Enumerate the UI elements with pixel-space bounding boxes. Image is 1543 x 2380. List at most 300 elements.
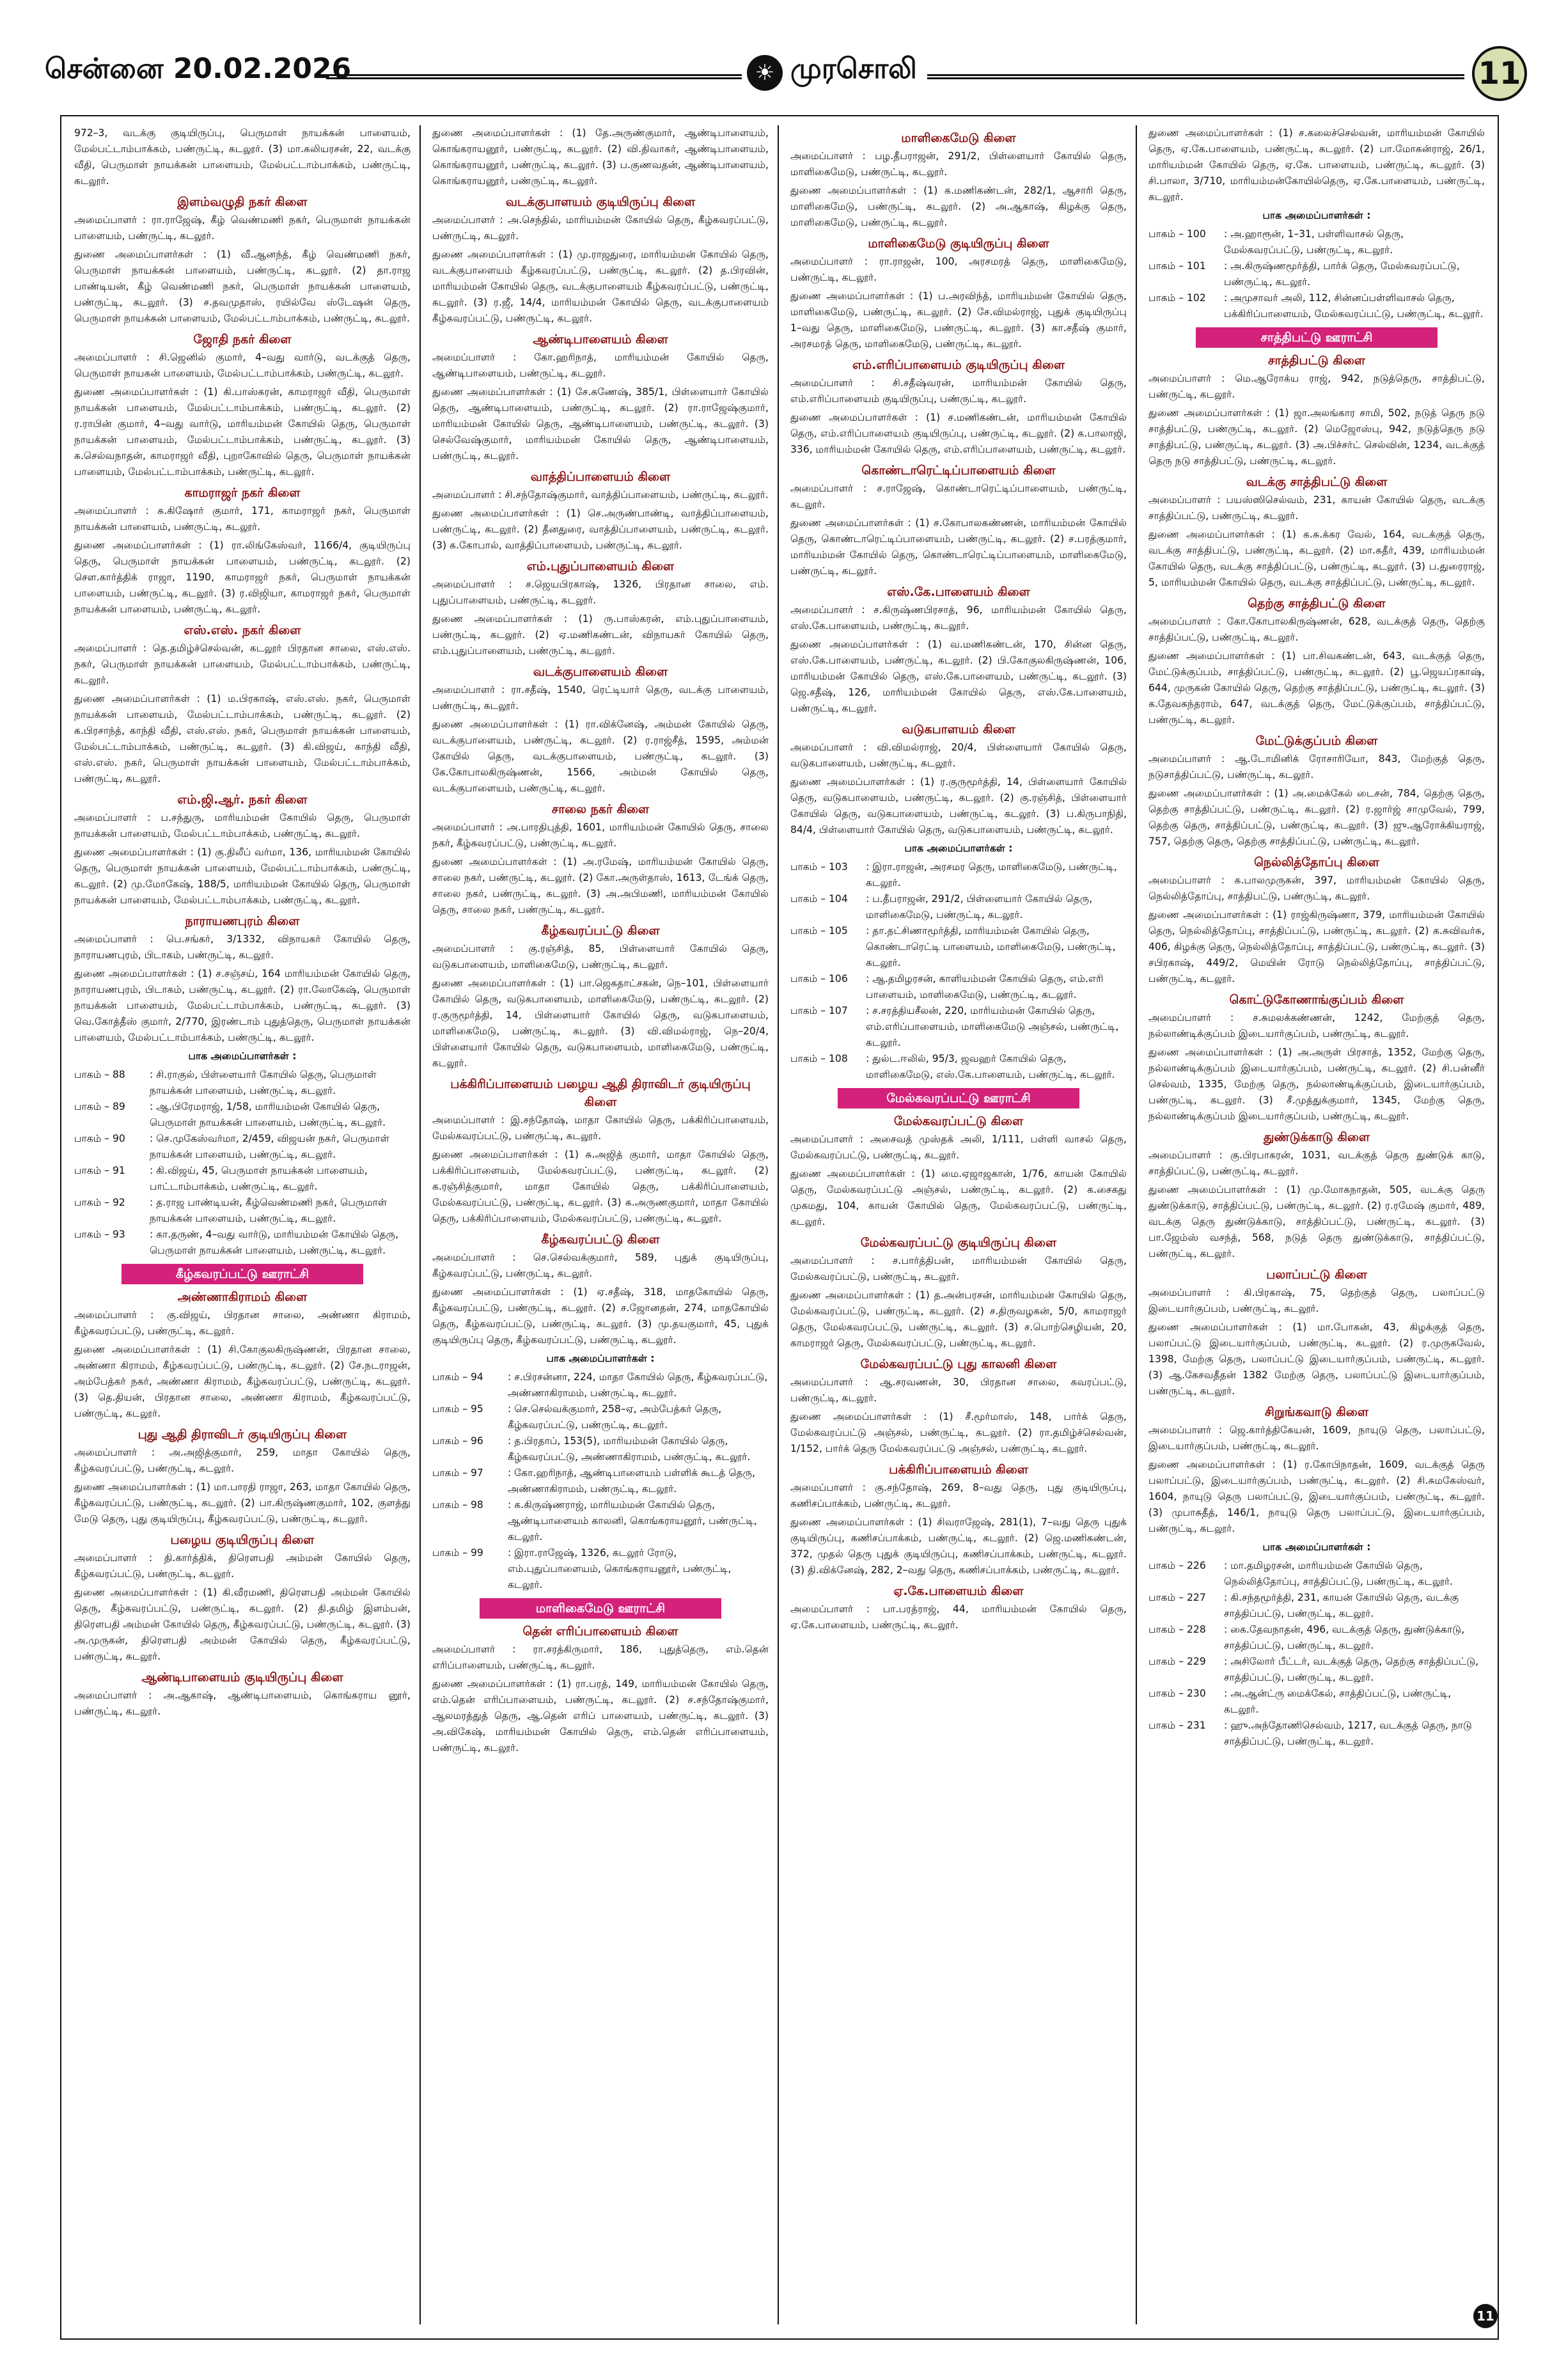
paragraph-block [1148,751,1485,783]
part-number: பாகம் – 104 [790,893,848,905]
part-number: பாகம் – 90 [74,1133,125,1144]
paragraph-block [74,844,411,908]
branch-heading: கீழ்கவரப்பட்டு கிளை [541,1233,660,1247]
part-organizer-details: : கோ.ஹரிநாத், ஆண்டிபாளையம் பள்ளிக் கூடத் தெரு, அண்ணாகிராமம், பண்ருட்டி, கடலூர். [508,1467,756,1495]
part-organizer-details: : இரா.ராஜன், அரசமர தெரு, மாளிகைமேடு, பண்ருட்டி, கடலூர். [866,861,1117,889]
organizer-paragraph: அமைப்பாளர் : ச.கிருஷ்ணபிரசாத், 96, மாரியம்மன் கோயில் தெரு, எஸ்.கே.பாளையம், பண்ருட்டி, கடலூர். [790,604,1127,632]
paragraph-block [1148,1319,1485,1399]
part-organizer-details: : கா.தருண், 4–வது வார்டு, மாரியம்மன் கோயில் தெரு, பெருமாள் நாயக்கன் பாளையம், பண்ருட்டி, கடலூர். [150,1229,399,1256]
paragraph-block [1148,1010,1485,1042]
paragraph-block [74,538,411,618]
organizer-paragraph: அமைப்பாளர் : சி.ஜெனில் குமார், 4–வது வார்டு, வடக்குத் தெரு, பெருமாள் நாயகன் பாளையம், மேல்பட்டாம்பாக்கம், பண்ருட்டி, கடலூர். [74,352,411,379]
paragraph-block [790,375,1127,407]
part-organizer-details: : இரா.ராஜேஷ், 1326, கடலூர் ரோடு, எம்.புதுப்பாளையம், கொங்கராயனூர், பண்ருட்டி, கடலூர். [508,1547,732,1591]
paragraph-block [74,691,411,787]
organizer-paragraph: அமைப்பாளர் : அ.செந்தில், மாரியம்மன் கோயில் தெரு, கீழ்கவரப்பட்டு, பண்ருட்டி, கடலூர். [432,214,769,242]
organizer-paragraph: துணை அமைப்பாளர்கள் : (1) ஏ.சதீஷ், 318, மாதகோயில் தெரு, கீழ்கவரப்பட்டு, பண்ருட்டி, கடலூர். (2) ச.ஜோனதன், 274, மாதகோயில் தெரு, கீழ்கவரப்பட்டு, பண்ருட்டி, கடலூர். (3) மு.தயகுமார், 45, புதுக் குடியிருப்பு தெரு, கீழ்கவரப்பட்டு, பண்ருட்டி, கடலூர். [432,1286,769,1346]
paragraph-block [432,1147,769,1227]
paragraph-block [790,1601,1127,1633]
part-number: பாகம் – 89 [74,1101,125,1112]
branch-heading: ஜோதி நகர் கிளை [193,332,292,346]
branch-heading: மேல்கவரப்பட்டு புது காலனி கிளை [860,1357,1057,1371]
part-number: பாகம் – 105 [790,925,848,937]
branch-heading: நெல்லித்தோப்பு கிளை [1254,855,1379,869]
branch-heading: பழைய குடியிருப்பு கிளை [170,1533,315,1547]
organizer-paragraph: துணை அமைப்பாளர்கள் : (1) ப.அரவிந்த், மாரியம்மன் கோயில் தெரு, மாளிகைமேடு, பண்ருட்டி, கடலூர். (2) சே.விமல்ராஜ், புதுக் குடியிருப்பு 1–வது தெரு, மாளிகைமேடு, பண்ருட்டி, கடலூர். (3) கா.சதீஷ் குமார், அரசமரத் தெரு, மாளிகைமேடு, பண்ருட்டி, கடலூர். [790,290,1127,350]
branch-heading: வடக்குபாளையம் கிளை [533,665,668,679]
branch-heading: எம்.புதுப்பாளையம் கிளை [526,559,675,573]
organizer-paragraph: துணை அமைப்பாளர்கள் : (1) மா.போகன், 43, கிழக்குத் தெரு, பலாப்பட்டு இடையார்குப்பம், பண்ருட்டி, கடலூர். (2) ர.முருகவேல், 1398, மேற்கு தெரு, பலாப்பட்டு இடையார்குப்பம், பண்ருட்டி, கடலூர். (3) ஆ.கேசவதீதன் 1382 மேற்கு தெரு, பலாப்பட்டு இடையார்குப்பம், பண்ருட்டி, கடலூர். [1148,1321,1485,1397]
branch-heading: நாராயணபுரம் கிளை [185,914,300,928]
part-organizer-row [790,971,1127,1003]
organizer-paragraph: துணை அமைப்பாளர்கள் : (1) பா.சிவகண்டன், 643, வடக்குத் தெரு, மேட்டுக்குப்பம், சாத்திப்பட்டு, பண்ருட்டி, கடலூர். (2) பூ.ஜெயப்ரகாஷ், 644, முருகன் கோயில் தெரு, தெற்கு சாத்திப்பட்டு, பண்ருட்டி, கடலூர். (3) க.தேவகந்தராம், 647, வடக்குத் தெரு, மேட்டுக்குப்பம், சாத்திப்பட்டு, பண்ருட்டி, கடலூர். [1148,650,1485,726]
part-organizer-details: : ஆ.தமிழரசன், காளியம்மன் கோயில் தெரு, எம்.எரி பாளையம், மாளிகைமேடு, பண்ருட்டி, கடலூர். [866,973,1104,1000]
organizer-paragraph: துணை அமைப்பாளர்கள் : (1) மு.மோகநாதன், 505, வடக்கு தெரு துண்டுக்காடு, சாத்திப்பட்டு, பண்ருட்டி, கடலூர். (2) ர.ரமேஷ் குமார், 489, வடக்கு தெரு துண்டுக்காடு, சாத்திப்பட்டு, பண்ருட்டி, கடலூர். (3) பா.ஜேம்ஸ் வசந்த், 568, நடுத் தெரு துண்டுக்காடு, சாத்திப்பட்டு, பண்ருட்டி, கடலூர். [1148,1184,1485,1259]
part-organizer-details: : த.ராஜ பாண்டியன், கீழ்வெண்மணி நகர், பெருமாள் நாயக்கன் பாளையம், பண்ருட்டி, கடலூர். [150,1197,388,1224]
organizer-paragraph: துணை அமைப்பாளர்கள் : (1) அ.மைக்கேல் டைசன், 784, தெற்கு தெரு, தெற்கு சாத்திப்பட்டு, பண்ருட்டி, கடலூர். (2) ர.ஜார்ஜ் சாமுவேல், 799, தெற்கு தெரு, சாத்திப்பட்டு, பண்ருட்டி, கடலூர். (3) ஜு.ஆரோக்கியராஜ், 757, தெற்கு தெரு, தெற்கு சாத்திப்பட்டு, பண்ருட்டி, கடலூர். [1148,788,1485,847]
part-number: பாகம் – 91 [74,1165,125,1176]
branch-heading: சிறுங்கவாடு கிளை [1265,1405,1368,1419]
part-number: பாகம் – 226 [1148,1560,1206,1571]
paper-name: முரசொலி [790,52,917,85]
organizer-paragraph: துணை அமைப்பாளர்கள் : (1) சு.அஜித் குமார், மாதா கோயில் தெரு, பக்கிரிப்பாளையம், மேல்கவரப்பட்டு, பண்ருட்டி, கடலூர். (2) க.ரஞ்சித்குமார், மாதா கோயில் தெரு, பக்கிரிப்பாளையம், மேல்கவரப்பட்டு, பண்ருட்டி, கடலூர். (3) க.அருணகுமார், மாதா கோயில் தெரு, பக்கிரிப்பாளையம், மேல்கவரப்பட்டு, பண்ருட்டி, கடலூர். [432,1149,769,1224]
organizer-paragraph: துணை அமைப்பாளர்கள் : (1) சீ.மூர்மாஸ், 148, பார்க் தெரு, மேல்கவரப்பட்டு அஞ்சல், பண்ருட்டி, கடலூர். (2) ரா.தமிழ்ச்செல்வன், 1/152, பார்க் தெரு மேல்கவரப்பட்டு அஞ்சல், பண்ருட்டி, கடலூர். [790,1411,1127,1454]
organizer-paragraph: 972–3, வடக்கு குடியிருப்பு, பெருமாள் நாயக்கன் பாளையம், மேல்பட்டாம்பாக்கம், பண்ருட்டி, கடலூர். (3) மா.கலியரசன், 22, வடக்கு வீதி, பெருமாள் நாயக்கன் பாளையம், மேல்பட்டாம்பாக்கம், பண்ருட்டி, கடலூர். [74,127,411,187]
organizer-paragraph: துணை அமைப்பாளர்கள் : (1) ரா.லிங்கேஸ்வர், 1166/4, குடியிருப்பு தெரு, பெருமாள் நாயக்கன் பாளையம், பண்ருட்டி, கடலூர். (2) சௌ.கார்த்திக் ராஜா, 1190, காமராஜர் நகர், பெருமாள் நாயக்கன் பாளையம், பண்ருட்டி, கடலூர். (3) ர.விஜியா, காமராஜர் நகர், பெருமாள் நாயக்கன் பாளையம், பண்ருட்டி, கடலூர். [74,540,411,615]
organizer-paragraph: துணை அமைப்பாளர்கள் : (1) க.சு.க்கர வேல், 164, வடக்குத் தெரு, வடக்கு சாத்திபட்டு, பண்ருட்டி, கடலூர். (2) மா.கதீர், 439, மாரியம்மன் கோயில் தெரு, வடக்கு சாத்திப்பட்டு, பண்ருட்டி, கடலூர். (3) ப.துரைராஜ், 5, மாரியம்மன் கோயில் தெரு, வடக்கு சாத்திப்பட்டு, பண்ருட்டி, கடலூர். [1148,529,1485,588]
column-1 [74,125,411,2324]
organizer-paragraph: துணை அமைப்பாளர்கள் : (1) சிவராஜேஷ், 281(1), 7–வது தெரு புதுக் குடியிருப்பு, கணிசப்பாக்கம், பண்ருட்டி, கடலூர். (2) ஜெ.மணிகண்டன், 372, முதல் தெரு புதுக் குடியிருப்பு, கணிசப்பாக்கம், பண்ருட்டி, கடலூர். (3) தி.விக்னேஷ், 282, 2–வது தெரு, கணிசப்பாக்கம், பண்ருட்டி, கடலூர். [790,1516,1127,1576]
paragraph-block [74,212,411,244]
organizer-paragraph: அமைப்பாளர் : ச.பார்த்திபன், மாரியம்மன் கோயில் தெரு, மேல்கவரப்பட்டு, பண்ருட்டி, கடலூர். [790,1255,1127,1282]
organizer-paragraph: அமைப்பாளர் : கு.பிரபாகரன், 1031, வடக்குத் தெரு துண்டுக் காடு, சாத்திப்பட்டு, பண்ருட்டி, கடலூர். [1148,1149,1485,1177]
part-organizer-details: : அ.ஹாரூன், 1–31, பள்ளிவாசல் தெரு, மேல்கவரப்பட்டு, பண்ருட்டி, கடலூர். [1224,228,1404,256]
part-number: பாகம் – 99 [432,1547,483,1559]
branch-heading: பக்கிரிப்பாளையம் பழைய ஆதி திராவிடர் குடியிருப்பு கிளை [450,1077,751,1109]
part-organizer-row [74,1195,411,1227]
part-number: பாகம் – 228 [1148,1624,1206,1635]
paragraph-block [1148,371,1485,403]
branch-heading: அண்ணாகிராமம் கிளை [177,1290,308,1304]
paragraph-block [790,515,1127,579]
part-organizer-row [432,1497,769,1545]
organizer-paragraph: துணை அமைப்பாளர்கள் : (1) சி.கோகுலகிருஷ்ணன், பிரதான சாலை, அண்ணா கிராமம், கீழ்கவரப்பட்டு, பண்ருட்டி, கடலூர். (2) சே.நடராஜன், அம்பேத்கர் நகர், அண்ணா கிராமம், கீழ்கவரப்பட்டு, பண்ருட்டி, கடலூர். (3) தெ.தியன், பிரதான சாலை, அண்ணா கிராமம், கீழ்கவரப்பட்டு, பண்ருட்டி, கடலூர். [74,1344,411,1419]
part-organizer-details: : அமுசாவர் அலி, 112, சின்னப்பள்ளிவாசல் தெரு, பக்கிரிப்பாளையம், மேல்கவரப்பட்டு, பண்ருட்டி, கடலூர். [1224,292,1484,320]
organizer-paragraph: அமைப்பாளர் : தெ.தமிழ்ச்செல்வன், கடலூர் பிரதான சாலை, எஸ்.எஸ். நகர், பெருமாள் நாயக்கன் பாளையம், மேல்பட்டாம்பாக்கம், பண்ருட்டி, கடலூர். [74,642,411,686]
paragraph-block [1148,1285,1485,1317]
branch-heading: புது ஆதி திராவிடர் குடியிருப்பு கிளை [137,1427,347,1442]
branch-heading: வடக்குபாளயம் குடியிருப்பு கிளை [505,195,696,209]
organizer-paragraph: துணை அமைப்பாளர்கள் : (1) செ.அருண்பாண்டி, வாத்திப்பாளையம், பண்ருட்டி, கடலூர். (2) தீனதுரை, வாத்திப்பாளையம், பண்ருட்டி, கடலூர். (3) க.கோபால், வாத்திப்பாளையம், பண்ருட்டி, கடலூர். [432,508,769,551]
branch-heading: கீழ்கவரப்பட்டு கிளை [541,924,660,938]
paragraph-block [790,1132,1127,1163]
masthead-rule-right [927,74,1464,79]
organizer-paragraph: அமைப்பாளர் : க.கிஷோர் குமார், 171, காமராஜர் நகர், பெருமாள் நாயக்கன் பாளையம், பண்ருட்டி, கடலூர். [74,505,411,533]
paragraph-block [432,1676,769,1756]
paragraph-block [790,602,1127,634]
organizer-paragraph: துணை அமைப்பாளர்கள் : (1) மு.ராஜதுரை, மாரியம்மன் கோயில் தெரு, வடக்குபாளையம் கீழ்கவரப்பட்டு, பண்ருட்டி, கடலூர். (2) த.பிரவின், மாரியம்மன் கோயில் தெரு, வடக்குபாளையம் கீழ்கவரப்பட்டு, பண்ருட்டி, கடலூர். (3) ர.ஜீ, 14/4, மாரியம்மன் கோயில் தெரு, வடக்குபாளையம் கீழ்கவரப்பட்டு, பண்ருட்டி, கடலூர். [432,249,769,324]
paragraph-block [74,1307,411,1339]
paragraph-block [432,1642,769,1674]
paragraph-block [1148,907,1485,987]
part-organizer-row [432,1465,769,1497]
part-organizer-row [432,1369,769,1401]
part-organizer-details: : கி.சந்தமூர்த்தி, 231, காயன் கோயில் தெரு, வடக்கு சாத்திப்பட்டு, பண்ருட்டி, கடலூர். [1224,1592,1459,1619]
paragraph-block [74,966,411,1046]
paragraph-block [74,503,411,535]
organizer-paragraph: துணை அமைப்பாளர்கள் : (1) ச.மணிகண்டன், மாரியம்மன் கோயில் தெரு, எம்.எரிப்பாளையம் குடியிருப்பு, பண்ருட்டி, கடலூர். (2) க.பாலாஜி, 336, மாரியம்மன் கோயில் தெரு, எம்.எரிப்பாளையம், பண்ருட்டி, கடலூர். [790,412,1127,455]
part-organizer-row [432,1545,769,1593]
part-organizer-row [432,1401,769,1433]
paragraph-block [1148,1045,1485,1124]
branch-heading: மாளிகைமேடு கிளை [901,131,1016,145]
part-number: பாகம் – 94 [432,1371,483,1383]
branch-heading: மேட்டுக்குப்பம் கிளை [1255,734,1378,748]
branch-heading: காமராஜர் நகர் கிளை [184,486,301,500]
section-subheading: பாக அமைப்பாளர்கள் : [188,1050,297,1062]
part-organizer-row [1148,1622,1485,1654]
paragraph-block [790,1374,1127,1406]
organizer-paragraph: துணை அமைப்பாளர்கள் : (1) ஜா.அலங்கார சாமி, 502, நடுத் தெரு நடு சாத்திபட்டு, பண்ருட்டி, கடலூர். (2) மெஜோஸ்பு, 942, நடுத்தெரு நடு சாத்திபட்டு, பண்ருட்டி, கடலூர். (3) அ.பிச்சர்ட் செல்வின், 1234, வடக்குத் தெரு நடு சாத்திபட்டு, பண்ருட்டி, கடலூர். [1148,407,1485,467]
paragraph-block [790,410,1127,458]
branch-heading: ஆண்டிபாளையம் குடியிருப்பு கிளை [141,1670,343,1684]
part-number: பாகம் – 230 [1148,1688,1206,1699]
part-number: பாகம் – 107 [790,1005,848,1016]
organizer-paragraph: அமைப்பாளர் : கி.பிரகாஷ், 75, தெற்குத் தெரு, பலாப்பட்டு இடையார்குப்பம், பண்ருட்டி, கடலூர். [1148,1287,1485,1314]
section-subheading: பாக அமைப்பாளர்கள் : [1262,1541,1371,1553]
paragraph-block [432,976,769,1071]
branch-heading: மேல்கவரப்பட்டு குடியிருப்பு கிளை [860,1236,1057,1250]
organizer-paragraph: அமைப்பாளர் : ச.ஜெயபிரகாஷ், 1326, பிரதான சாலை, எம். புதுப்பாளையம், பண்ருட்டி, கடலூர். [432,579,769,606]
paragraph-block [790,740,1127,772]
part-organizer-row [74,1163,411,1195]
part-organizer-row [74,1131,411,1163]
column-3 [790,125,1127,2324]
organizer-paragraph: அமைப்பாளர் : கு.ரஞ்சித், 85, பிள்ளையார் கோயில் தெரு, வடுகபாளையம், மாளிகைமேடு, பண்ருட்டி, கடலூர். [432,943,769,970]
section-subheading: பாக அமைப்பாளர்கள் : [546,1353,655,1364]
paragraph-block [74,350,411,382]
organizer-paragraph: அமைப்பாளர் : சி.சந்தோஷ்குமார், வாத்திப்பாளையம், பண்ருட்டி, கடலூர். [432,489,769,501]
branch-heading: பக்கிரிப்பாளையம் கிளை [889,1463,1028,1477]
branch-heading: கொண்டாரெட்டிப்பாளையம் கிளை [861,463,1056,478]
paper-logo-icon: ☀ [747,55,783,91]
paragraph-block [74,1585,411,1665]
paragraph-block [432,247,769,327]
paragraph-block [790,148,1127,180]
paragraph-block [432,350,769,382]
branch-heading: எம்.ஜி.ஆர். நகர் கிளை [177,793,308,807]
organizer-paragraph: துணை அமைப்பாளர்கள் : (1) ரா.விக்னேஷ், அம்மன் கோயில் தெரு, வடக்குபாளையம், பண்ருட்டி, கடலூர். (2) ர.ராஜ்சீத், 1595, அம்மன் கோயில் தெரு, வடக்குபாளையம், பண்ருட்டி, கடலூர். (3) கே.கோபாலகிருஷ்ணன், 1566, அம்மன் கோயில் தெரு, வடக்குபாளையம், பண்ருட்டி, கடலூர். [432,719,769,794]
paragraph-block [432,125,769,189]
masthead-rule-left [326,74,742,79]
part-organizer-details: : த.பிரதாப், 153(5), மாரியம்மன் கோயில் தெரு, கீழ்கவரப்பட்டு, அண்ணாகிராமம், பண்ருட்டி, கடலூர். [508,1435,751,1463]
part-organizer-row [1148,1686,1485,1718]
paragraph-block [432,611,769,659]
organizer-paragraph: துணை அமைப்பாளர்கள் : (1) க.மணிகண்டன், 282/1, ஆசாரி தெரு, மாளிகைமேடு, பண்ருட்டி, கடலூர். (2) அ.ஆகாஷ், கிழக்கு தெரு, மாளிகைமேடு, பண்ருட்டி, கடலூர். [790,185,1127,228]
part-organizer-row [74,1099,411,1131]
paragraph-block [74,125,411,189]
organizer-paragraph: அமைப்பாளர் : ரா.சரத்கிருமார், 186, புதுத்தெரு, எம்.தென் எரிப்பாளையம், பண்ருட்டி, கடலூர். [432,1644,769,1671]
organizer-paragraph: அமைப்பாளர் : கு.சந்தோஷ், 269, 8–வது தெரு, புது குடியிருப்பு, கணிசப்பாக்கம், பண்ருட்டி, கடலூர். [790,1482,1127,1509]
paragraph-block [432,941,769,973]
part-number: பாகம் – 88 [74,1069,125,1080]
paragraph-block [432,1112,769,1144]
part-organizer-details: : ச.பிரசன்னா, 224, மாதா கோயில் தெரு, கீழ்கவரப்பட்டு, அண்ணாகிராமம், பண்ருட்டி, கடலூர். [508,1371,768,1399]
organizer-paragraph: துணை அமைப்பாளர்கள் : (1) கு.திலீப் வர்மா, 136, மாரியம்மன் கோயில் தெரு, பெருமாள் நாயக்கன் பாளையம், மேல்பட்டாம்பாக்கம், பண்ருட்டி, கடலூர். (2) மு.மோகேஷ், 188/5, மாரியம்மன் கோயில் தெரு, பெருமாள் நாயக்கன் பாளையம், மேல்பட்டாம்பாக்கம், பண்ருட்டி, கடலூர். [74,846,411,906]
paragraph-block [74,247,411,327]
paragraph-block [74,1688,411,1720]
branch-heading: ஆண்டிபாளையம் கிளை [533,332,668,346]
organizer-paragraph: அமைப்பாளர் : கோ.கோபாலகிருஷ்ணன், 628, வடக்குத் தெரு, தெற்கு சாத்திப்பட்டு, பண்ருட்டி, கடலூர். [1148,616,1485,643]
part-number: பாகம் – 100 [1148,228,1206,240]
organizer-paragraph: அமைப்பாளர் : ஆ.சரவணன், 30, பிரதான சாலை, கவரப்பட்டு, பண்ருட்டி, கடலூர். [790,1376,1127,1404]
part-number: பாகம் – 96 [432,1435,483,1447]
organizer-paragraph: அமைப்பாளர் : செ.செல்வக்குமார், 589, புதுக் குடியிருப்பு, கீழ்கவரப்பட்டு, பண்ருட்டி, கடலூர். [432,1252,769,1279]
organizer-paragraph: துணை அமைப்பாளர்கள் : (1) ர.குருமூர்த்தி, 14, பிள்ளையார் கோயில் தெரு, வடுகபாளையம், பண்ருட்டி, கடலூர். (2) கு.ரஞ்சித், பிள்ளையார் கோயில் தெரு, வடுகபாளையம், பண்ருட்டி, கடலூர். (3) ப.கிருபாநிதி, 84/4, பிள்ளையார் கோயில் தெரு, வடுகபாளையம், பண்ருட்டி, கடலூர். [790,776,1127,836]
part-organizer-details: : தா.தட்சிணாமூர்த்தி, மாரியம்மன் கோயில் தெரு, கொண்டாரெட்டி பாளையம், மாளிகைமேடு, பண்ருட்டி, கடலூர். [866,925,1116,968]
organizer-paragraph: துணை அமைப்பாளர்கள் : (1) வீ.ஆனந்த், கீழ் வெண்மணி நகர், பெருமாள் நாயக்கன் பாளையம், பண்ருட்டி, கடலூர். (2) தா.ராஜ பாண்டியன், கீழ் வெண்மணி நகர், பெருமாள் நாயக்கன் பாளையம், பண்ருட்டி, கடலூர். (3) ச.தவமுதாஸ், ரயில்வே ஸ்டேஷன் தெரு, பெருமாள் நாயக்கன் பாளையம், மேல்பட்டாம்பாக்கம், பண்ருட்டி, கடலூர். [74,249,411,324]
paragraph-block [790,774,1127,838]
paragraph-block [1148,1457,1485,1537]
paragraph-block [74,1445,411,1477]
part-organizer-details: : க.கிருஷ்ணராஜ், மாரியம்மன் கோயில் தெரு, ஆண்டிபாளையம் காலனி, கொங்கராயனூர், பண்ருட்டி, கடலூர். [508,1499,757,1543]
organizer-paragraph: துணை அமைப்பாளர்கள் : (1) அ.அருள் பிரசாத், 1352, மேற்கு தெரு, நல்லாண்டிக்குப்பம் இடையார்குப்பம், பண்ருட்டி, கடலூர். (2) சி.பன்னீர் செல்வம், 1335, மேற்கு தெரு, நல்லாண்டிக்குப்பம், இடையார்குப்பம், பண்ருட்டி, கடலூர். (3) சீ.முத்துக்குமார், 1345, மேற்கு தெரு, நல்லாண்டிக்குப்பம் இடையார்குப்பம், பண்ருட்டி, கடலூர். [1148,1046,1485,1122]
part-number: பாகம் – 102 [1148,292,1206,304]
paragraph-block [432,212,769,244]
part-number: பாகம் – 229 [1148,1656,1206,1667]
organizer-paragraph: துணை அமைப்பாளர்கள் : (1) தே.அருண்குமார், ஆண்டிபாளையம், கொங்கராயனூர், பண்ருட்டி, கடலூர். (2) வி.திவாகர், ஆண்டிபாளையம், கொங்கராயனூர், பண்ருட்டி, கடலூர். (3) ப.குணவதன், ஆண்டிபாளையம், கொங்கராயனூர், பண்ருட்டி, கடலூர். [432,127,769,187]
part-organizer-row [790,891,1127,923]
paragraph-block [74,384,411,480]
part-number: பாகம் – 108 [790,1053,848,1064]
part-organizer-details: : அசிலோர் பீட்டர், வடக்குத் தெரு, தெற்கு சாத்திப்பட்டு, சாத்திப்பட்டு, பண்ருட்டி, கடலூர். [1224,1656,1479,1683]
city-date: சென்னை 20.02.2026 [45,52,352,85]
paragraph-block [790,1287,1127,1351]
part-organizer-details: : அ.கிருஷ்ணமூர்த்தி, பார்க் தெரு, மேல்கவரப்பட்டு, பண்ருட்டி, கடலூர். [1224,260,1460,288]
branch-heading: வடக்கு சாத்திபட்டு கிளை [1246,475,1388,489]
organizer-paragraph: அமைப்பாளர் : கோ.ஹரிநாத், மாரியம்மன் கோயில் தெரு, ஆண்டிபாளையம், பண்ருட்டி, கடலூர். [432,352,769,379]
organizer-paragraph: அமைப்பாளர் : இ.சந்தோஷ், மாதா கோயில் தெரு, பக்கிரிப்பாளையம், மேல்கவரப்பட்டு, பண்ருட்டி, கடலூர். [432,1114,769,1142]
organizer-paragraph: துணை அமைப்பாளர்கள் : (1) ம.பிரகாஷ், எஸ்.எஸ். நகர், பெருமாள் நாயக்கன் பாளையம், மேல்பட்டாம்பாக்கம், பண்ருட்டி, கடலூர். (2) க.பிரசாந்த், காந்தி வீதி, எஸ்.எஸ். நகர், பெருமாள் நாயக்கன் பாளையம், மேல்பட்டாம்பாக்கம், பண்ருட்டி, கடலூர். (3) கி.விஜய், காந்தி வீதி, எஸ்.எஸ். நகர், பெருமாள் நாயக்கன் பாளையம், மேல்பட்டாம்பாக்கம், பண்ருட்டி, கடலூர். [74,693,411,784]
organizer-paragraph: அமைப்பாளர் : கு.விஜய், பிரதான சாலை, அண்ணா கிராமம், கீழ்கவரப்பட்டு, பண்ருட்டி, கடலூர். [74,1309,411,1337]
part-organizer-row [790,1051,1127,1083]
masthead [45,46,1521,107]
organizer-paragraph: அமைப்பாளர் : வி.விமல்ராஜ், 20/4, பிள்ளையார் கோயில் தெரு, வடுகபாளையம், பண்ருட்டி, கடலூர். [790,742,1127,769]
organizer-paragraph: துணை அமைப்பாளர்கள் : (1) ர.கோபிநாதன், 1609, வடக்குத் தெரு பலாப்பட்டு, இடையார்குப்பம், பண்ருட்டி, கடலூர். (2) சி.சுமகேஸ்வர், 1604, நாயுடு தெரு பலாப்பட்டு, இடையார்குப்பம், பண்ருட்டி, கடலூர். (3) முபாசுதீத், 146/1, நாயுடு தெரு பலாப்பட்டு, இடையார்குப்பம், பண்ருட்டி, கடலூர். [1148,1459,1485,1534]
paragraph-block [74,641,411,688]
branch-heading: பலாப்பட்டு கிளை [1266,1268,1367,1282]
organizer-paragraph: துணை அமைப்பாளர்கள் : (1) மை.ஏஜாஜகான், 1/76, காயன் கோயில் தெரு, மேல்கவரப்பட்டு அஞ்சல், பண்ருட்டி, கடலூர். (2) க.சைகது முகமது, 104, காயன் கோயில் தெரு, மேல்கவரப்பட்டு, பண்ருட்டி, கடலூர். [790,1168,1127,1227]
branch-heading: மேல்கவரப்பட்டு கிளை [893,1114,1024,1128]
part-organizer-row [1148,258,1485,290]
paragraph-block [790,254,1127,286]
paragraph-block [74,1479,411,1527]
organizer-paragraph: அமைப்பாளர் : ப.சந்துரு, மாரியம்மன் கோயில் தெரு, பெருமாள் நாயக்கன் பாளையம், மேல்பட்டாம்பாக்கம், பண்ருட்டி, கடலூர். [74,812,411,839]
organizer-paragraph: துணை அமைப்பாளர்கள் : (1) சே.கணேஷ், 385/1, பிள்ளையார் கோயில் தெரு, ஆண்டிபாளையம், பண்ருட்டி, கடலூர். (2) ரா.ராஜேஷ்குமார், மாரியம்மன் கோயில் தெரு, ஆண்டிபாளையம், பண்ருட்டி, கடலூர். (3) செல்வேஷ்குமார், மாரியம்மன் கோயில் தெரு, ஆண்டிபாளையம், பண்ருட்டி, கடலூர். [432,386,769,462]
column-divider [1136,125,1137,2324]
paragraph-block [432,506,769,554]
organizer-paragraph: அமைப்பாளர் : ரா.ராஜேஷ், கீழ் வெண்மணி நகர், பெருமாள் நாயக்கன் பாளையம், பண்ருட்டி, கடலூர். [74,214,411,242]
part-number: பாகம் – 92 [74,1197,125,1208]
organizer-paragraph: அமைப்பாளர் : அ.பாரதிபுத்தி, 1601, மாரியம்மன் கோயில் தெரு, சாலை நகர், கீழ்கவரப்பட்டு, பண்ருட்டி, கடலூர். [432,821,769,849]
organizer-paragraph: அமைப்பாளர் : ச.ராஜேஷ், கொண்டாரெட்டிப்பாளையம், பண்ருட்டி, கடலூர். [790,483,1127,510]
part-number: பாகம் – 95 [432,1403,483,1415]
part-organizer-details: : கை.தேவநாதன், 496, வடக்குத் தெரு, துண்டுக்காடு, சாத்திப்பட்டு, பண்ருட்டி, கடலூர். [1224,1624,1465,1651]
organizer-paragraph: துணை அமைப்பாளர்கள் : (1) ச.கலைச்செல்வன், மாரியம்மன் கோயில் தெரு, ஏ.கே.பாளையம், பண்ருட்டி, கடலூர். (2) பா.மோகன்ராஜ், 26/1, மாரியம்மன் கோயில் தெரு, ஏ.கே. பாளையம், பண்ருட்டி, கடலூர். (3) சி.பாலா, 3/710, மாரியம்மன்கோயில்தெரு, ஏ.கே.பாளையம், பண்ருட்டி, கடலூர். [1148,127,1485,203]
organizer-paragraph: அமைப்பாளர் : தி.கார்த்திக், திரௌபதி அம்மன் கோயில் தெரு, கீழ்கவரப்பட்டு, பண்ருட்டி, கடலூர். [74,1552,411,1580]
paragraph-block [1148,1422,1485,1454]
part-organizer-row [1148,1558,1485,1590]
organizer-paragraph: துணை அமைப்பாளர்கள் : (1) பா.ஜெகதாட்சகன், நெ–101, பிள்ளையார் கோயில் தெரு, வடுகபாளையம், மாளிகைமேடு, பண்ருட்டி, கடலூர். (2) ர.குருமூர்த்தி, 14, பிள்ளையார் கோயில் தெரு, வடுகபாளையம், மாளிகைமேடு, பண்ருட்டி, கடலூர். (3) வி.விமல்ராஜ், நெ–20/4, பிள்ளையார் கோயில் தெரு, வடுகபாளையம், மாளிகைமேடு, பண்ருட்டி, கடலூர். [432,977,769,1069]
column-divider [778,125,779,2324]
part-organizer-details: : ஹு.அந்தோணிசெல்வம், 1217, வடக்குத் தெரு, நாடு சாத்திப்பட்டு, பண்ருட்டி, கடலூர். [1224,1720,1472,1747]
part-number: பாகம் – 98 [432,1499,483,1511]
part-number: பாகம் – 103 [790,861,848,873]
organizer-paragraph: துணை அமைப்பாளர்கள் : (1) த.அன்பரசன், மாரியம்மன் கோயில் தெரு, மேல்கவரப்பட்டு, பண்ருட்டி, கடலூர். (2) ச.திருவழகன், 5/0, காமராஜர் தெரு, மேல்கவரப்பட்டு, பண்ருட்டி, கடலூர். (3) ச.பொற்செழியன், 20, காமராஜர் தெரு, மேல்கவரப்பட்டு, பண்ருட்டி, கடலூர். [790,1289,1127,1349]
paragraph-block [1148,786,1485,850]
part-organizer-row [790,923,1127,971]
branch-heading: எஸ்.எஸ். நகர் கிளை [184,623,301,637]
section-subheading: பாக அமைப்பாளர்கள் : [904,843,1013,854]
organizer-paragraph: துணை அமைப்பாளர்கள் : (1) கி.வீரமணி, திரௌபதி அம்மன் கோயில் தெரு, கீழ்கவரப்பட்டு, பண்ருட்டி, கடலூர். (2) தி.தமிழ் இளம்பன், திரௌபதி அம்மன் கோயில் தெரு, கீழ்கவரப்பட்டு, பண்ருட்டி, கடலூர். (3) அ.முருகன், திரௌபதி அம்மன் கோயில் தெரு, கீழ்கவரப்பட்டு, பண்ருட்டி, கடலூர். [74,1587,411,1662]
paragraph-block [432,682,769,714]
organizer-paragraph: அமைப்பாளர் : அ.அஜித்குமார், 259, மாதா கோயில் தெரு, கீழ்கவரப்பட்டு, பண்ருட்டி, கடலூர். [74,1447,411,1474]
part-number: பாகம் – 101 [1148,260,1206,272]
part-organizer-row [1148,1654,1485,1686]
organizer-paragraph: துணை அமைப்பாளர்கள் : (1) ரு.பாஸ்கரன், எம்.புதுப்பாளையம், பண்ருட்டி, கடலூர். (2) ஏ.மணிகண்டன், விநாயகர் கோயில் தெரு, எம்.புதுப்பாளையம், பண்ருட்டி, கடலூர். [432,613,769,657]
organizer-paragraph: அமைப்பாளர் : ரா.சதீஷ், 1540, ரெட்டியார் தெரு, வடக்கு பாளையம், பண்ருட்டி, கடலூர். [432,684,769,712]
part-organizer-details: : செ.முகேஸ்வர்மா, 2/459, விஜயன் நகர், பெருமாள் நாயக்கன் பாளையம், பண்ருட்டி, கடலூர். [150,1133,389,1160]
part-organizer-details: : ஆ.பிரேமராஜ், 1/58, மாரியம்மன் கோயில் தெரு, பெருமாள் நாயக்கன் பாளையம், பண்ருட்டி, கடலூர். [150,1101,386,1128]
paragraph-block [432,384,769,464]
organizer-paragraph: துணை அமைப்பாளர்கள் : (1) அ.ரமேஷ், மாரியம்மன் கோயில் தெரு, சாலை நகர், பண்ருட்டி, கடலூர். (2) கோ.அருள்தாஸ், 1613, டேங்க் தெரு, சாலை நகர், பண்ருட்டி, கடலூர். (3) அ.அபிமணி, மாரியம்மன் கோயில் தெரு, சாலை நகர், பண்ருட்டி, கடலூர். [432,856,769,915]
organizer-paragraph: அமைப்பாளர் : சி.சதீஷ்வரன், மாரியம்மன் கோயில் தெரு, எம்.எரிப்பாளையம் குடியிருப்பு, பண்ருட்டி, கடலூர். [790,377,1127,405]
paragraph-block [1148,1182,1485,1262]
paragraph-block [790,481,1127,513]
branch-heading: எம்.எரிப்பாளையம் குடியிருப்பு கிளை [852,358,1065,372]
part-organizer-details: : சி.ராகுல், பிள்ளையார் கோயில் தெரு, பெருமாள் நாயக்கன் பாளையம், பண்ருட்டி, கடலூர். [150,1069,377,1096]
branch-heading: சாலை நகர் கிளை [551,802,650,816]
part-organizer-row [790,859,1127,891]
footer-page-number: 11 [1473,2304,1498,2328]
branch-heading: இளம்வழுதி நகர் கிளை [177,195,308,209]
paragraph-block [74,810,411,842]
organizer-paragraph: துணை அமைப்பாளர்கள் : (1) வ.மணிகண்டன், 170, சின்ன தெரு, எஸ்.கே.பாளையம், பண்ருட்டி, கடலூர். (2) பி.கோகுலகிருஷ்ணன், 106, மாரியம்மன் கோயில் தெரு, எஸ்.கே.பாளையம், பண்ருட்டி, கடலூர். (3) ஜெ.சதீஷ், 126, மாரியம்மன் கோயில் தெரு, எஸ்.கே.பாளையம், பண்ருட்டி, கடலூர். [790,639,1127,714]
paragraph-block [1148,648,1485,728]
part-organizer-details: : ச.சரத்தியசீலன், 220, மாரியம்மன் கோயில் தெரு, எம்.எரிப்பாளையம், மாளிகைமேடு அஞ்சல், பண்ருட்டி, கடலூர். [866,1005,1119,1048]
paragraph-block [790,1409,1127,1457]
branch-heading: மாளிகைமேடு குடியிருப்பு கிளை [868,237,1049,251]
part-organizer-row [1148,1718,1485,1750]
organizer-paragraph: அமைப்பாளர் : ச.சுமலக்கண்ணன், 1242, மேற்குத் தெரு, நல்லாண்டிக்குப்பம் இடையார்குப்பம், பண்ருட்டி, கடலூர். [1148,1012,1485,1039]
part-organizer-details: : துல்ட.ஈலில், 95/3, ஜவஹர் கோயில் தெரு, மாளிகைமேடு, எஸ்.கே.பாளையம், பண்ருட்டி, கடலூர். [866,1053,1115,1080]
part-organizer-details: : அ.ஆன்ட்ரு மைக்கேல், சாத்திப்பட்டு, பண்ருட்டி, கடலூர். [1224,1688,1452,1715]
column-2 [432,125,769,2324]
part-organizer-row [1148,1590,1485,1622]
section-subheading: பாக அமைப்பாளர்கள் : [1262,210,1371,221]
part-number: பாகம் – 231 [1148,1720,1206,1731]
organizer-paragraph: அமைப்பாளர் : பழ.தீபராஜன், 291/2, பிள்ளையார் கோயில் தெரு, மாளிகைமேடு, பண்ருட்டி, கடலூர். [790,150,1127,178]
column-4 [1148,125,1485,2324]
organizer-paragraph: துணை அமைப்பாளர்கள் : (1) ச.சஞ்சய், 164 மாரியம்மன் கோயில் தெரு, நாராயணபுரம், பிடாகம், பண்ருட்டி, கடலூர். (2) ரா.லோகேஷ், பெருமாள் நாயக்கன் பாளையம், மேல்பட்டாம்பாக்கம், பண்ருட்டி, கடலூர். (3) வெ.கோத்தீஸ் குமார், 2/770, இரண்டாம் புதுத்தெரு, பெருமாள் நாயக்கன் பாளையம், மேல்பட்டாம்பாக்கம், பண்ருட்டி, கடலூர். [74,968,411,1043]
paragraph-block [1148,125,1485,205]
column-divider [419,125,421,2324]
panchayat-banner: கீழ்கவரப்பட்டு ஊராட்சி [121,1264,364,1284]
panchayat-banner: மாளிகைமேடு ஊராட்சி [480,1598,722,1619]
organizer-paragraph: துணை அமைப்பாளர்கள் : (1) ரா.பரத், 149, மாரியம்மன் கோயில் தெரு, எம்.தென் எரிப்பாளையம், பண்ருட்டி, கடலூர். (2) ச.சந்தோஷ்குமார், ஆலமரத்துத் தெரு, ஆ.தென் எரிப் பாளையம், பண்ருட்டி, கடலூர். (3) அ.விகேஷ், மாரியம்மன் கோயில் தெரு, எம்.தென் எரிப்பாளையம், பண்ருட்டி, கடலூர். [432,1678,769,1754]
branch-heading: ஏ.கே.பாளையம் கிளை [893,1584,1024,1598]
organizer-paragraph: அமைப்பாளர் : அசைவத் முஸ்தக் அலி, 1/111, பள்ளி வாசல் தெரு, மேல்கவரப்பட்டு, பண்ருட்டி, கடலூர். [790,1133,1127,1161]
part-number: பாகம் – 106 [790,973,848,984]
part-organizer-details: : ப.தீபராஜன், 291/2, பிள்ளையார் கோயில் தெரு, மாளிகைமேடு, பண்ருட்டி, கடலூர். [866,893,1093,921]
organizer-paragraph: துணை அமைப்பாளர்கள் : (1) ராஜ்கிருஷ்ணா, 379, மாரியம்மன் கோயில் தெரு, நெல்லித்தோப்பு, சாத்திப்பட்டு, பண்ருட்டி, கடலூர். (2) க.சுவிவர்சு, 406, கிழக்கு தெரு, நெல்லித்தோப்பு, சாத்திப்பட்டு, பண்ருட்டி, கடலூர். (3) சபிரகாஷ், 449/2, மெயின் ரோடு நெல்லித்தோப்பு, சாத்திப்பட்டு, பண்ருட்டி, கடலூர். [1148,909,1485,984]
part-organizer-row [1148,226,1485,258]
organizer-paragraph: அமைப்பாளர் : ரா.ராஜன், 100, அரசமரத் தெரு, மாளிகைமேடு, பண்ருட்டி, கடலூர். [790,256,1127,283]
part-number: பாகம் – 97 [432,1467,483,1479]
branch-heading: தென் எரிப்பாளையம் கிளை [522,1624,678,1638]
paragraph-block [432,577,769,609]
part-organizer-details: : கி.விஜய், 45, பெருமாள் நாயக்கன் பாளையம், பாட்டாம்பாக்கம், பண்ருட்டி, கடலூர். [150,1165,368,1192]
part-organizer-details: : மா.தமிழரசன், மாரியம்மன் கோயில் தெரு, நெல்லித்தோப்பு, சாத்திப்பட்டு, பண்ருட்டி, கடலூர். [1224,1560,1453,1587]
panchayat-banner: சாத்திபட்டு ஊராட்சி [1196,327,1438,348]
paragraph-block [432,717,769,797]
paragraph-block [74,1550,411,1582]
paragraph-block [790,183,1127,231]
paragraph-block [790,1480,1127,1512]
branch-heading: சாத்திபட்டு கிளை [1268,354,1365,368]
paragraph-block [790,288,1127,352]
organizer-paragraph: அமைப்பாளர் : பயஸ்ஸிசெல்வம், 231, காயன் கோயில் தெரு, வடக்கு சாத்திப்பட்டு, பண்ருட்டி, கடலூர். [1148,494,1485,522]
paragraph-block [1148,405,1485,469]
organizer-paragraph: அமைப்பாளர் : க.பாலமுருகன், 397, மாரியம்மன் கோயில் தெரு, நெல்லித்தோப்பு, சாத்திபட்டு, பண்ருட்டி, கடலூர். [1148,875,1485,902]
organizer-paragraph: அமைப்பாளர் : பா.பரத்ராஜ், 44, மாரியம்மன் கோயில் தெரு, ஏ.கே.பாளையம், பண்ருட்டி, கடலூர். [790,1603,1127,1631]
organizer-paragraph: அமைப்பாளர் : மெ.ஆரோக்ய ராஜ், 942, நடுத்தெரு, சாத்திபட்டு, பண்ருட்டி, கடலூர். [1148,373,1485,400]
paragraph-block [432,854,769,918]
paragraph-block [74,931,411,963]
paragraph-block [74,1342,411,1422]
part-organizer-row [1148,290,1485,322]
paragraph-block [790,637,1127,717]
organizer-paragraph: துணை அமைப்பாளர்கள் : (1) கி.பாஸ்கரன், காமராஜர் வீதி, பெருமாள் நாயக்கன் பாளையம், மேல்பட்டாம்பாக்கம், பண்ருட்டி, கடலூர். (2) ர.ராபின் குமார், 4–வது வார்டு, மாரியம்மன் கோயில் தெரு, பெருமாள் நாயக்கன் பாளையம், மேல்பட்டாம்பாக்கம், பண்ருட்டி, கடலூர். (3) க.செல்வநாதன், காமராஜர் வீதி, புறாகோவில் தெரு, பெருமாள் நாயக்கன் பாளையம், மேல்பட்டாம்பாக்கம், பண்ருட்டி, கடலூர். [74,386,411,478]
organizer-paragraph: துணை அமைப்பாளர்கள் : (1) ச.கோபாலகண்ணன், மாரியம்மன் கோயில் தெரு, கொண்டாரெட்டிப்பாளையம், பண்ருட்டி, கடலூர். (2) ச.பரத்குமார், மாரியம்மன் கோயில் தெரு, கொண்டாரெட்டிப்பாளையம், மாளிகைமேடு, பண்ருட்டி, கடலூர். [790,517,1127,577]
branch-heading: எஸ்.கே.பாளையம் கிளை [887,585,1030,599]
page-number-badge: 11 [1472,46,1527,101]
paragraph-block [1148,492,1485,524]
part-organizer-details: : செ.செல்வக்குமார், 258–ஏ, அம்பேத்கர் தெரு, கீழ்கவரப்பட்டு, பண்ருட்டி, கடலூர். [508,1403,722,1431]
paragraph-block [432,1284,769,1348]
paragraph-block [432,1250,769,1282]
paragraph-block [1148,873,1485,905]
part-organizer-row [790,1003,1127,1051]
branch-heading: வாத்திப்பாளையம் கிளை [530,470,671,484]
part-number: பாகம் – 227 [1148,1592,1206,1603]
paragraph-block [790,1253,1127,1285]
branch-heading: வடுகபாளயம் கிளை [902,722,1015,736]
paragraph-block [1148,527,1485,591]
organizer-paragraph: அமைப்பாளர் : ஆ.டோமினிக் ரோசாரியோ, 843, மேற்குத் தெரு, நடுசாத்திப்பட்டு, பண்ருட்டி, கடலூர். [1148,753,1485,781]
part-organizer-row [432,1433,769,1465]
branch-heading: துண்டுக்காடு கிளை [1263,1130,1370,1144]
paragraph-block [432,487,769,503]
branch-heading: தெற்கு சாத்திபட்டு கிளை [1248,596,1386,611]
paragraph-block [1148,614,1485,646]
part-organizer-row [74,1227,411,1259]
organizer-paragraph: அமைப்பாளர் : அ.ஆகாஷ், ஆண்டிபாளையம், கொங்கராய னூர், பண்ருட்டி, கடலூர். [74,1690,411,1717]
part-organizer-row [74,1067,411,1099]
paragraph-block [790,1514,1127,1578]
paragraph-block [1148,1147,1485,1179]
part-number: பாகம் – 93 [74,1229,125,1240]
